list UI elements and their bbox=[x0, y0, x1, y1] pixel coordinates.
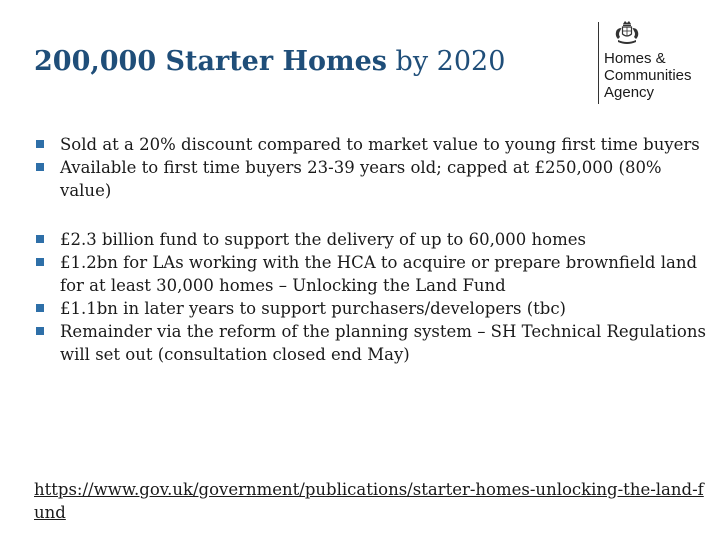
royal-coat-of-arms-icon bbox=[612, 20, 642, 46]
logo-divider bbox=[598, 22, 599, 104]
bullet-item bbox=[36, 251, 706, 297]
square-bullet-icon bbox=[36, 258, 44, 266]
hca-logo bbox=[598, 20, 706, 106]
square-bullet-icon bbox=[36, 327, 44, 335]
logo-line: Agency bbox=[604, 84, 655, 101]
bullet-text: Remainder via the reform of the planning system – SH Technical Regulations will set out (consultation closed end May) bbox=[60, 322, 706, 364]
bullet-list bbox=[36, 133, 706, 366]
bullet-item bbox=[36, 320, 706, 366]
square-bullet-icon bbox=[36, 235, 44, 243]
logo-line: Communities bbox=[604, 67, 692, 84]
square-bullet-icon bbox=[36, 304, 44, 312]
logo-org-name bbox=[604, 50, 692, 101]
slide-title bbox=[34, 44, 505, 80]
bullet-item bbox=[36, 133, 706, 156]
bullet-text: Available to first time buyers 23-39 years old; capped at £250,000 (80% value) bbox=[60, 158, 662, 200]
bullet-text: £2.3 billion fund to support the delivery of up to 60,000 homes bbox=[60, 230, 586, 249]
slide-title-bold: 200,000 Starter Homes bbox=[34, 46, 387, 77]
bullet-text: Sold at a 20% discount compared to market value to young first time buyers bbox=[60, 135, 700, 154]
gov-uk-link[interactable]: https://www.gov.uk/government/publications/starter-homes-unlocking-the-land-fund bbox=[34, 480, 704, 522]
square-bullet-icon bbox=[36, 163, 44, 171]
logo-line: Homes & bbox=[604, 50, 666, 67]
bullet-text: £1.1bn in later years to support purchasers/developers (tbc) bbox=[60, 299, 566, 318]
bullet-item bbox=[36, 297, 706, 320]
bullet-item bbox=[36, 156, 706, 202]
slide-title-suffix: by 2020 bbox=[386, 46, 506, 77]
bullet-text: £1.2bn for LAs working with the HCA to acquire or prepare brownfield land for at least 30,000 homes – Unlocking the Land Fund bbox=[60, 253, 698, 295]
bullet-item bbox=[36, 228, 706, 251]
square-bullet-icon bbox=[36, 140, 44, 148]
